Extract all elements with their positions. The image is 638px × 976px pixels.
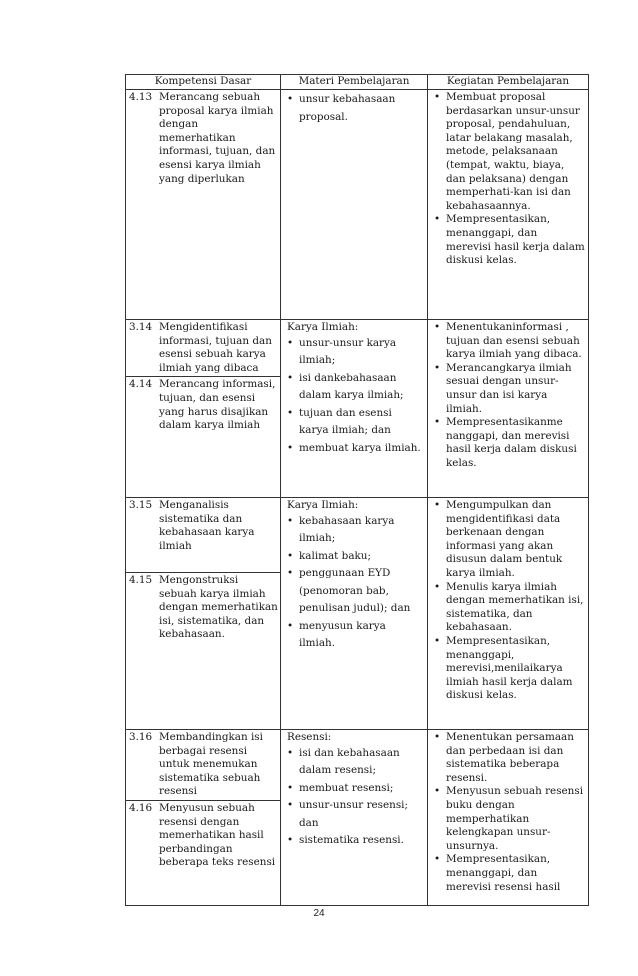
list-item: • isi dan kebahasaan dalam resensi; [284, 745, 424, 780]
kd-text: Mengonstruksi sebuah karya ilmiah dengan memerhatikan isi, sistematika, dan kebahasaan. [159, 574, 278, 641]
kd-number: 4.15 [129, 574, 153, 586]
kd-cell [126, 320, 281, 498]
list-item: • sistematika resensi. [284, 832, 424, 850]
kd-number: 4.13 [129, 91, 153, 103]
kd-cell [126, 730, 281, 906]
list-item: • kebahasaan karya ilmiah; [284, 513, 424, 548]
kd-text: Merancang informasi, tujuan, dan esensi yang harus disajikan dalam karya ilmiah [159, 378, 276, 432]
kegiatan-list [431, 731, 585, 894]
kd-item [129, 91, 277, 186]
list-item: • Menentukan persamaan dan perbedaan isi dan sistematika beberapa resensi. [431, 731, 585, 785]
materi-list [284, 335, 424, 458]
kd-number: 4.14 [129, 378, 153, 391]
list-item: • membuat karya ilmiah. [284, 440, 424, 458]
materi-list [284, 745, 424, 850]
list-item: • Menentukaninformasi , tujuan dan esensi sebuah karya ilmiah yang dibaca. [431, 321, 585, 362]
learning-table [125, 74, 589, 906]
list-item: • Mempresentasikan, menanggapi, dan merevisi hasil kerja dalam diskusi kelas. [431, 213, 585, 267]
table-row [126, 90, 589, 320]
header-kompetensi-dasar: Kompetensi Dasar [126, 75, 281, 90]
materi-heading: Karya Ilmiah: [287, 499, 359, 511]
kegiatan-list [431, 91, 585, 268]
kd-number: 3.15 [129, 499, 153, 511]
list-item: • unsur kebahasaan proposal. [284, 91, 424, 126]
list-item: • menyusun karya ilmiah. [284, 618, 424, 653]
table-row [126, 498, 589, 730]
kegiatan-cell [428, 498, 589, 730]
kd-text: Menganalisis sistematika dan kebahasaan karya ilmiah [159, 499, 255, 552]
kegiatan-list [431, 499, 585, 703]
materi-cell [281, 90, 428, 320]
header-materi-pembelajaran: Materi Pembelajaran [281, 75, 428, 90]
kd-cell [126, 498, 281, 730]
materi-heading: Karya Ilmiah: [287, 321, 359, 333]
kd-text: Mengidentifikasi informasi, tujuan dan esensi sebuah karya ilmiah yang dibaca [159, 321, 272, 374]
kegiatan-cell [428, 320, 589, 498]
kd-item [126, 377, 280, 433]
table-row [126, 320, 589, 498]
list-item: • Mempresentasikan, menanggapi, merevisi,menilaikarya ilmiah hasil kerja dalam diskusi kelas. [431, 635, 585, 703]
list-item: • isi dankebahasaan dalam karya ilmiah; [284, 370, 424, 405]
materi-list [284, 513, 424, 653]
list-item: • Mengumpulkan dan mengidentifikasi data berkenaan dengan informasi yang akan disusun dalam bentuk karya ilmiah. [431, 499, 585, 581]
kd-text: Membandingkan isi berbagai resensi untuk menemukan sistematika sebuah resensi [159, 731, 263, 798]
page-number: 24 [313, 908, 325, 919]
list-item: • unsur-unsur resensi; dan [284, 797, 424, 832]
list-item: • Mempresentasikanme nanggapi, dan merevisi hasil kerja dalam diskusi kelas. [431, 416, 585, 470]
materi-cell [281, 498, 428, 730]
table-header-row [126, 75, 589, 90]
materi-list [284, 91, 424, 126]
list-item: • kalimat baku; [284, 548, 424, 566]
list-item: • Menulis karya ilmiah dengan memerhatikan isi, sistematika, dan kebahasaan. [431, 581, 585, 635]
kd-text: Menyusun sebuah resensi dengan memerhatikan hasil perbandingan beberapa teks resensi [159, 801, 276, 869]
table-row [126, 730, 589, 906]
list-item: • Mempresentasikan, menanggapi, dan merevisi resensi hasil [431, 853, 585, 894]
materi-cell [281, 320, 428, 498]
kd-text: Merancang sebuah proposal karya ilmiah dengan memerhatikan informasi, tujuan, dan esensi karya ilmiah yang diperlukan [159, 91, 276, 185]
list-item: • tujuan dan esensi karya ilmiah; dan [284, 405, 424, 440]
kd-item [126, 320, 280, 377]
list-item: • Membuat proposal berdasarkan unsur-unsur proposal, pendahuluan, latar belakang masalah, metode, pelaksanaan (tempat, waktu, biaya, dan pelaksana) dengan memperhati-kan isi dan kebahasaannya. [431, 91, 585, 213]
kd-item [126, 801, 280, 871]
list-item: • membuat resensi; [284, 780, 424, 798]
kegiatan-list [431, 321, 585, 471]
kd-number: 3.14 [129, 321, 153, 333]
kegiatan-cell [428, 730, 589, 906]
kd-item [126, 573, 280, 643]
kd-number: 4.16 [129, 801, 153, 814]
kd-item [126, 730, 280, 801]
kd-number: 3.16 [129, 731, 153, 743]
list-item: • Menyusun sebuah resensi buku dengan memperhatikan kelengkapan unsur-unsurnya. [431, 785, 585, 853]
list-item: • unsur-unsur karya ilmiah; [284, 335, 424, 370]
header-kegiatan-pembelajaran: Kegiatan Pembelajaran [428, 75, 589, 90]
kd-item [126, 498, 280, 573]
kd-cell [126, 90, 281, 320]
materi-heading: Resensi: [287, 731, 332, 743]
list-item: • penggunaan EYD (penomoran bab, penulisan judul); dan [284, 565, 424, 618]
materi-cell [281, 730, 428, 906]
list-item: • Merancangkarya ilmiah sesuai dengan unsur-unsur dan isi karya ilmiah. [431, 362, 585, 416]
kegiatan-cell [428, 90, 589, 320]
